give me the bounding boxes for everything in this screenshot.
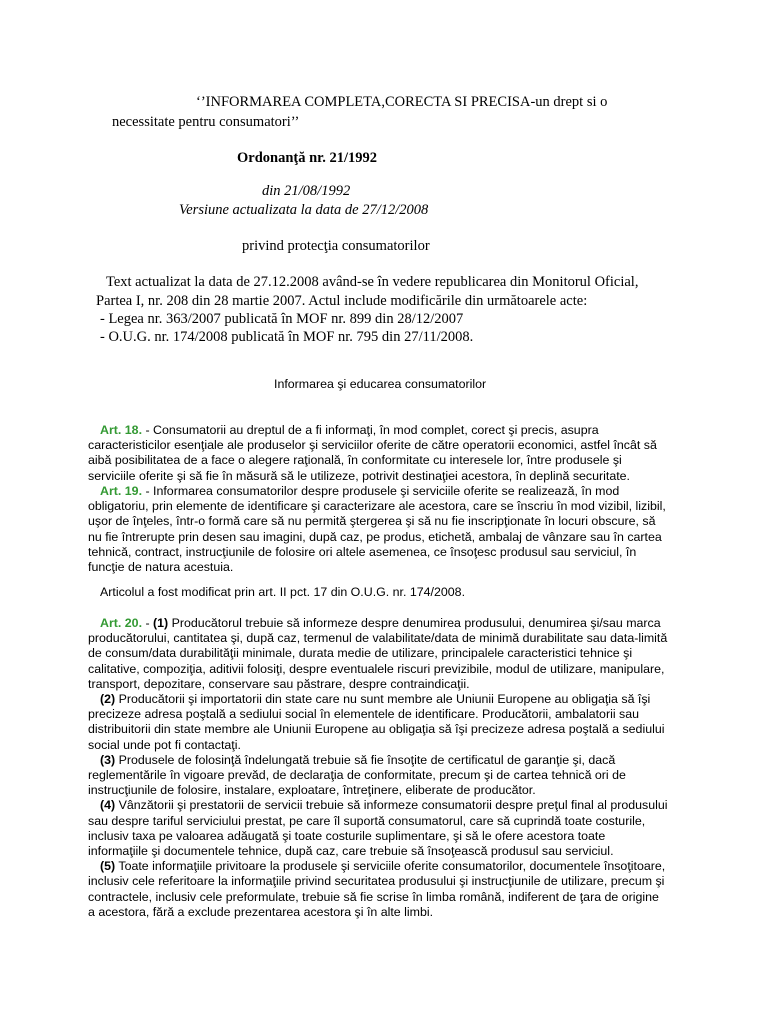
paragraph-number: (1) (153, 616, 169, 630)
paragraph-line: calitative, compoziţia, aditivii folosiţi, despre eventualele riscuri previzibile, modul de utilizare, manipulare, (88, 661, 665, 676)
article-20 (88, 616, 688, 920)
article-dash: - (142, 616, 154, 630)
article-line: serviciile oferite şi să fie în măsură să le utilizeze, potrivit destinaţiei acestora, în deplină securitate. (88, 468, 630, 483)
amendment-item: - Legea nr. 363/2007 publicată în MOF nr. 899 din 28/12/2007 (100, 311, 464, 327)
article-number: Art. 20. (100, 616, 143, 630)
paragraph-line: sau despre tariful serviciului prestat, pe care îl suportă consumatorul, care să cuprindă toate costurile, (88, 813, 646, 828)
paragraph-text: Produsele de folosinţă îndelungată trebuie să fie însoţite de certificatul de garanţie şi, dacă (115, 752, 616, 767)
paragraph-line: informaţiile şi documentele tehnice, după caz, care trebuie să însoţească produsul sau serviciul. (88, 844, 614, 859)
section-title: Informarea şi educarea consumatorilor (274, 377, 487, 391)
issue-date: din 21/08/1992 (262, 183, 351, 199)
article-line: nu fie întrerupte prin desen sau imagini, după caz, pe produs, etichetă, ambalaj de vânzare sau în cartea (88, 529, 662, 544)
article-line: caracteristicilor esenţiale ale produselor şi serviciilor oferite de către operatorii economici, astfel încât să (88, 438, 657, 453)
paragraph-line: distribuitorii din state membre ale Uniunii Europene au obligaţia să îşi precizeze adresa poştală a sediului (88, 722, 665, 737)
article-first-line (88, 484, 688, 499)
document-title-line2: necessitate pentru consumatori’’ (112, 114, 300, 130)
paragraph-line: producătorului, cantitatea şi, după caz, termenul de valabilitate/data de minimă durabilitate sau data-limită (88, 631, 668, 646)
paragraph-line: a acestora, fără a exclude prezentarea acestora şi în alte limbi. (88, 904, 434, 919)
article-first-line (88, 423, 688, 438)
paragraph-first-line (88, 859, 688, 874)
paragraph-first-line (88, 692, 688, 707)
article-18 (88, 423, 688, 484)
version-date: Versiune actualizata la data de 27/12/2008 (179, 202, 429, 218)
paragraph-first-line (88, 753, 688, 768)
article-number: Art. 19. (100, 484, 143, 498)
article-line: funcţie de natura acestuia. (88, 560, 234, 575)
article-line: obligatoriu, prin elemente de identificare şi caracterizare ale acestora, care se înscriu în mod vizibil, lizibil, (88, 499, 666, 514)
ordonanta-heading: Ordonanţă nr. 21/1992 (237, 150, 378, 166)
paragraph-line: social unde pot fi contactaţi. (88, 737, 241, 752)
paragraph-number: (4) (100, 798, 116, 813)
article-text: - Informarea consumatorilor despre produsele şi serviciile oferite se realizează, în mod (142, 484, 620, 498)
intro-line: Text actualizat la data de 27.12.2008 având-se în vedere republicarea din Monitorul Oficial, (106, 274, 639, 290)
modification-note: Articolul a fost modificat prin art. II pct. 17 din O.U.G. nr. 174/2008. (100, 585, 466, 599)
intro-line: Partea I, nr. 208 din 28 martie 2007. Actul include modificările din următoarele acte: (96, 293, 588, 309)
amendment-item: - O.U.G. nr. 174/2008 publicată în MOF nr. 795 din 27/11/2008. (100, 329, 474, 345)
paragraph-number: (2) (100, 692, 116, 707)
article-line: uşor de înţeles, într-o formă care să nu permită ştergerea şi să nu fie inscripţionate în locuri obscure, să (88, 514, 656, 529)
paragraph-text: Producătorul trebuie să informeze despre denumirea produsului, denumirea şi/sau marca (168, 616, 661, 630)
paragraph-line: contractele, inclusiv cele preformulate, trebuie să fie scrise în limba română, indiferent de ţara de origine (88, 889, 659, 904)
paragraph-line: reglementările în vigoare prevăd, de declaraţia de conformitate, precum şi de cartea tehnică ori de (88, 768, 626, 783)
paragraph-line: transport, depozitare, conservare sau păstrare, despre contraindicaţii. (88, 676, 470, 691)
paragraph-number: (5) (100, 859, 116, 874)
article-text: - Consumatorii au dreptul de a fi informaţi, în mod complet, corect şi precis, asupra (142, 423, 599, 437)
paragraph-number: (3) (100, 752, 116, 767)
paragraph-text: Vânzătorii şi prestatorii de servicii trebuie să informeze consumatorii despre preţul final al produsului (115, 798, 668, 813)
paragraph-first-line (88, 798, 688, 813)
article-line: tehnică, contract, instrucţiunile de folosire ori altele asemenea, ce însoţesc produsul sau serviciul, în (88, 544, 637, 559)
paragraph-text: Toate informaţiile privitoare la produsele şi serviciile oferite consumatorilor, documentele însoţitoare, (115, 859, 666, 874)
paragraph-line: inclusiv taxa pe valoarea adăugată şi toate costurile suplimentare, şi să le ofere acestora toate (88, 828, 606, 843)
paragraph-text: Producătorii şi importatorii din state care nu sunt membre ale Uniunii Europene au obligaţia să îşi (115, 692, 651, 707)
subject-line: privind protecţia consumatorilor (242, 238, 430, 254)
paragraph-line: de consum/data durabilităţii minimale, durata medie de utilizare, principalele caracteristici tehnice şi (88, 646, 633, 661)
paragraph-first-line (88, 616, 688, 631)
article-line: aibă posibilitatea de a face o alegere raţională, în conformitate cu interesele lor, între produsele şi (88, 453, 622, 468)
document-title-line1: ‘’INFORMAREA COMPLETA,CORECTA SI PRECISA-un drept si o (196, 94, 608, 110)
paragraph-line: inclusiv cele referitoare la informaţiile privind securitatea produsului şi instrucţiunile de utilizare, precum şi (88, 874, 665, 889)
article-19 (88, 484, 688, 575)
paragraph-line: instrucţiunile de folosire, instalare, exploatare, întreţinere, eliberate de producător. (88, 783, 536, 798)
paragraph-line: precizeze adresa poştală a sediului social în elementele de identificare. Producătorii, ambalatorii sau (88, 707, 640, 722)
article-number: Art. 18. (100, 423, 143, 437)
